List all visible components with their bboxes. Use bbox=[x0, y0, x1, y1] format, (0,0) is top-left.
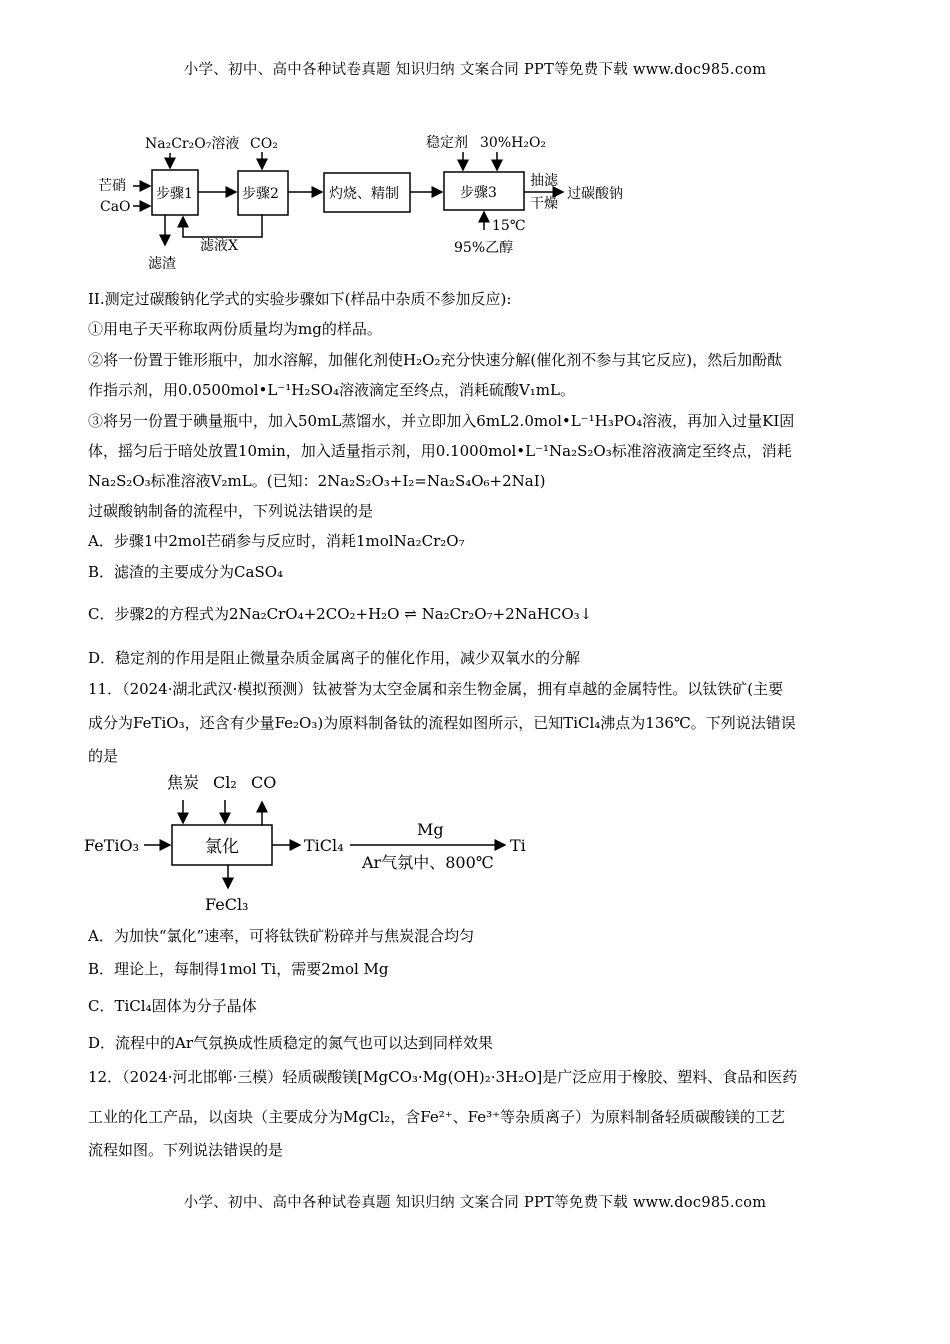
stabilizer-label: 稳定剂 bbox=[426, 135, 468, 151]
h2o2-label: 30%H₂O₂ bbox=[480, 135, 547, 151]
filtrate-label: 滤液X bbox=[200, 238, 238, 254]
coke-label: 焦炭 bbox=[167, 773, 200, 792]
part2-step1: ①用电子天平称取两份质量均为mg的样品。 bbox=[88, 320, 382, 338]
page-header: 小学、初中、高中各种试卷真题 知识归纳 文案合同 PPT等免费下载 www.doc985.com bbox=[183, 62, 767, 78]
q11-option-b: B．理论上，每制得1mol Ti，需要2mol Mg bbox=[88, 960, 389, 978]
page-footer: 小学、初中、高中各种试卷真题 知识归纳 文案合同 PPT等免费下载 www.doc985.com bbox=[183, 1195, 767, 1211]
part2-step3c: Na₂S₂O₃标准溶液V₂mL。(已知：2Na₂S₂O₃+I₂=Na₂S₄O₆+2NaI) bbox=[88, 472, 546, 490]
residue-label: 滤渣 bbox=[148, 256, 176, 272]
q10-option-a: A．步骤1中2mol芒硝参与反应时，消耗1molNa₂Cr₂O₇ bbox=[88, 532, 465, 550]
sodium-percarbonate-flow-diagram bbox=[0, 0, 950, 280]
mg-label: Mg bbox=[417, 820, 444, 839]
condition-label: Ar气氛中、800℃ bbox=[362, 853, 494, 872]
q11-line3: 的是 bbox=[88, 747, 119, 765]
part2-step2b: 作指示剂，用0.0500mol•L⁻¹H₂SO₄溶液滴定至终点，消耗硫酸V₁mL。 bbox=[88, 381, 575, 399]
part2-title: II.测定过碳酸钠化学式的实验步骤如下(样品中杂质不参加反应): bbox=[88, 290, 512, 308]
input-mangxiao: 芒硝 bbox=[98, 178, 126, 194]
co-label: CO bbox=[251, 773, 277, 792]
q11-option-a: A．为加快“氯化”速率，可将钛铁矿粉碎并与焦炭混合均匀 bbox=[88, 927, 475, 945]
ethanol-label: 95%乙醇 bbox=[454, 240, 514, 256]
fetio3-label: FeTiO₃ bbox=[84, 836, 140, 855]
input-cao: CaO bbox=[100, 199, 131, 215]
ticl4-label: TiCl₄ bbox=[304, 836, 344, 855]
chlorination-label: 氯化 bbox=[205, 837, 239, 857]
step1-label: 步骤1 bbox=[156, 186, 193, 202]
part2-step3a: ③将另一份置于碘量瓶中，加入50mL蒸馏水，并立即加入6mL2.0mol•L⁻¹H₃PO₄溶液，再加入过量KI固 bbox=[88, 412, 795, 430]
filter-label: 抽滤 bbox=[530, 173, 558, 189]
q11-option-c: C．TiCl₄固体为分子晶体 bbox=[88, 997, 257, 1015]
fecl3-label: FeCl₃ bbox=[205, 895, 249, 914]
q10-stem: 过碳酸钠制备的流程中，下列说法错误的是 bbox=[88, 502, 374, 520]
dry-label: 干燥 bbox=[530, 196, 558, 212]
q10-option-b: B．滤渣的主要成分为CaSO₄ bbox=[88, 563, 284, 581]
q12-line3: 流程如图。下列说法错误的是 bbox=[88, 1141, 284, 1159]
ti-label: Ti bbox=[510, 836, 526, 855]
q10-option-d: D．稳定剂的作用是阻止微量杂质金属离子的催化作用，减少双氧水的分解 bbox=[88, 649, 581, 667]
cl2-label: Cl₂ bbox=[213, 773, 237, 792]
part2-step3b: 体，摇匀后于暗处放置10min，加入适量指示剂，用0.1000mol•L⁻¹Na₂S₂O₃标准溶液滴定至终点，消耗 bbox=[88, 442, 792, 460]
q10-option-c: C．步骤2的方程式为2Na₂CrO₄+2CO₂+H₂O ⇌ Na₂Cr₂O₇+2NaHCO₃↓ bbox=[88, 605, 593, 623]
q11-line2: 成分为FeTiO₃，还含有少量Fe₂O₃)为原料制备钛的流程如图所示，已知TiCl₄沸点为136℃。下列说法错误 bbox=[88, 714, 796, 732]
input-na2cr2o7: Na₂Cr₂O₇溶液 bbox=[145, 136, 240, 152]
part2-step2a: ②将一份置于锥形瓶中，加水溶解，加催化剂使H₂O₂充分快速分解(催化剂不参与其它反应)，然后加酚酞 bbox=[88, 351, 783, 369]
burn-label: 灼烧、精制 bbox=[329, 186, 399, 202]
step2-label: 步骤2 bbox=[242, 186, 279, 202]
q11-line1: 11．（2024·湖北武汉·模拟预测）钛被誉为太空金属和亲生物金属，拥有卓越的金属特性。以钛铁矿(主要 bbox=[88, 680, 784, 698]
product-label: 过碳酸钠 bbox=[567, 186, 623, 202]
q12-line1: 12．（2024·河北邯郸·三模）轻质碳酸镁[MgCO₃·Mg(OH)₂·3H₂O]是广泛应用于橡胶、塑料、食品和医药 bbox=[88, 1068, 798, 1086]
titanium-flow-diagram bbox=[0, 760, 950, 920]
q11-option-d: D．流程中的Ar气氛换成性质稳定的氮气也可以达到同样效果 bbox=[88, 1034, 494, 1052]
q12-line2: 工业的化工产品，以卤块（主要成分为MgCl₂，含Fe²⁺、Fe³⁺等杂质离子）为原料制备轻质碳酸镁的工艺 bbox=[88, 1108, 786, 1126]
step3-label: 步骤3 bbox=[460, 185, 497, 201]
input-co2: CO₂ bbox=[250, 136, 278, 152]
temp-label: 15℃ bbox=[492, 218, 526, 234]
